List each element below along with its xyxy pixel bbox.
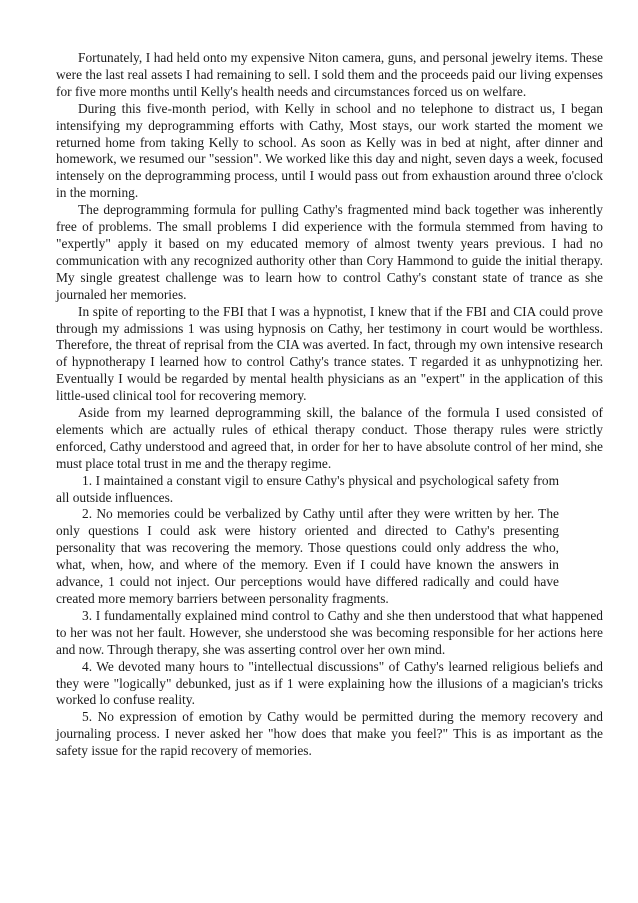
rule-item-4: 4. We devoted many hours to "intellectual discussions" of Cathy's learned religious beliefs and they were "logically" debunked, just as if 1 were explaining how the illusions of a magician's tricks worked lo confuse reality. bbox=[56, 658, 603, 708]
paragraph-deprogramming-formula: The deprogramming formula for pulling Cathy's fragmented mind back together was inherently free of problems. The small problems I did experience with the formula stemmed from having to "expertly" apply it based on my educated memory of almost twenty years previous. I had no communication with any recognized authority other than Cory Hammond to guide the initial therapy. My single greatest challenge was to learn how to control Cathy's constant state of trance as she journaled her memories. bbox=[56, 202, 603, 302]
therapy-rules-list bbox=[56, 473, 603, 760]
rule-item-2: 2. No memories could be verbalized by Cathy until after they were written by her. The only questions I could ask were history oriented and directed to Cathy's presenting personality that was recovering the memory. Those questions could only address the who, what, when, how, and where of the memory. Even if I could have known the answers in advance, 1 could not inject. Our perceptions would have differed radically and could have created more memory barriers between personality fragments. bbox=[56, 506, 559, 606]
paragraph-hypnotist: In spite of reporting to the FBI that I was a hypnotist, I knew that if the FBI and CIA could prove through my admissions 1 was using hypnosis on Cathy, her testimony in court would be worthless. Therefore, the threat of reprisal from the CIA was averted. In fact, through my own intensive research of hypnotherapy I learned how to control Cathy's trance states. T regarded it as unhypnotizing her. Eventually I would be regarded by mental health physicians as an "expert" in the application of this little-used clinical tool for recovering memory. bbox=[56, 303, 603, 404]
rule-item-1: 1. I maintained a constant vigil to ensure Cathy's physical and psychological safety from all outside influences. bbox=[56, 472, 559, 505]
document-body bbox=[56, 50, 603, 760]
paragraph-five-month-period: During this five-month period, with Kelly in school and no telephone to distract us, I began intensifying my deprogramming efforts with Cathy, Most stays, our work started the moment we returned home from taking Kelly to school. As soon as Kelly was in bed at night, after dinner and homework, we resumed our "session". We worked like this day and night, seven days a week, focused intensely on the deprogramming process, until I would pass out from exhaustion around three o'clock in the morning. bbox=[56, 100, 603, 201]
rule-item-5: 5. No expression of emotion by Cathy would be permitted during the memory recovery and journaling process. I never asked her "how does that make you feel?" This is as important as the safety issue for the rapid recovery of memories. bbox=[56, 709, 603, 759]
rule-item-3: 3. I fundamentally explained mind control to Cathy and she then understood that what happened to her was not her fault. However, she understood she was becoming responsible for her actions here and now. Through therapy, she was asserting control over her own mind. bbox=[56, 607, 603, 657]
paragraph-therapy-rules-intro: Aside from my learned deprogramming skill, the balance of the formula I used consisted of elements which are actually rules of ethical therapy conduct. Those therapy rules were strictly enforced, Cathy understood and agreed that, in order for her to have absolute control of her mind, she must place total trust in me and the therapy regime. bbox=[56, 405, 603, 471]
paragraph-camera-assets: Fortunately, I had held onto my expensive Niton camera, guns, and personal jewelry items. These were the last real assets I had remaining to sell. I sold them and the proceeds paid our living expenses for five more months until Kelly's health needs and circumstances forced us on welfare. bbox=[56, 50, 603, 99]
